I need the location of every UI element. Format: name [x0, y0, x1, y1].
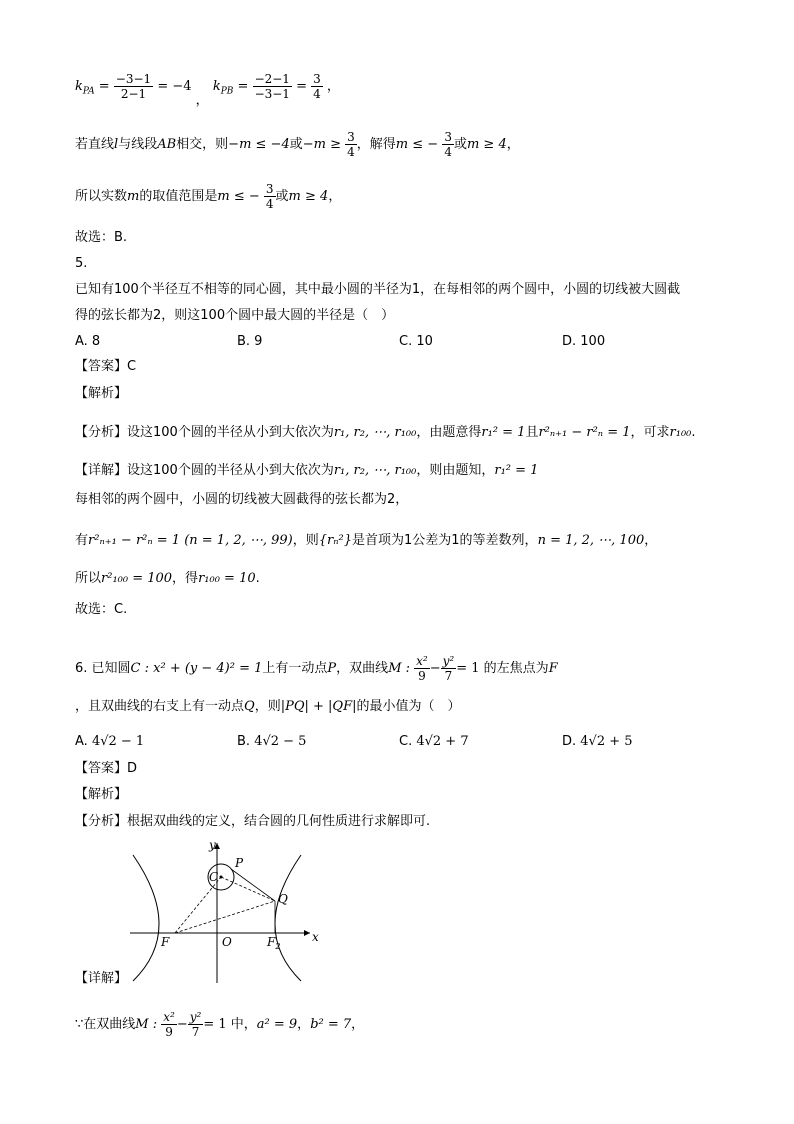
q6-option-b: B. 4√2 − 5 — [237, 734, 307, 749]
kpb-fraction: $\frac{-2-1}{-3-1}$ — [254, 72, 290, 101]
y2-over-7: $\frac{\text{y²}}{7}$ — [442, 654, 455, 683]
label-x: x — [312, 930, 319, 944]
q5-line-d: 所以r²₁₀₀ = 100，得r₁₀₀ = 10. — [75, 571, 260, 586]
q5-line-b: 每相邻的两个圆中，小圆的切线被大圆截得的弦长都为2， — [75, 492, 409, 507]
x2-over-9: $\frac{\text{x²}}{9}$ — [416, 654, 428, 683]
intersect-line: 若直线l与线段AB相交，则−m ≤ −4或−m ≥ $\frac{3}{4}$ ，解得m ≤ − $\frac{3}{4}$ 或m ≥ 4， — [75, 130, 520, 159]
q6-option-a: A. 4√2 − 1 — [75, 734, 145, 749]
q5-option-a: A. 8 — [75, 334, 101, 349]
q6-stem-2: ，且双曲线的右支上有一动点Q，则|PQ| + |QF|的最小值为（ ） — [75, 699, 461, 714]
kpa-fraction: $\frac{-3-1}{2-1}$ — [115, 72, 152, 101]
q5-line-c: 有r²ₙ₊₁ − r²ₙ = 1 (n = 1, 2, ⋯, 99)，则{rₙ²}是首项为1公差为1的等差数列，n = 1, 2, ⋯, 100， — [75, 533, 658, 548]
choose-b: 故选：B. — [75, 230, 128, 245]
fraction-3-4-b: $\frac{3}{4}$ — [444, 130, 452, 159]
q6-option-c: C. 4√2 + 7 — [399, 734, 469, 749]
q6-stem-1: 6. 已知圆C : x² + (y − 4)² = 1上有一动点P，双曲线M : $\frac{\text{x²}}{9}$ − $\frac{\text{y²}}{7}$ = 1 的左焦点为F — [75, 654, 558, 683]
q5-answer: 【答案】C — [75, 359, 137, 374]
q5-option-d: D. 100 — [562, 334, 606, 349]
q6-answer: 【答案】D — [75, 761, 138, 776]
kpb-symbol: $k_{PB}$ — [212, 79, 234, 97]
slope-line: $k_{PA}$ = $\frac{-3-1}{2-1}$ = −4 ， $k_{PB}$ = $\frac{-2-1}{-3-1}$ = $\frac{3}{4}$ ， — [75, 72, 340, 108]
label-q: Q — [278, 892, 288, 906]
last-y2-over-7: $\frac{\text{y²}}{7}$ — [189, 1010, 202, 1039]
q5-option-b: B. 9 — [237, 334, 263, 349]
q5-stem-2: 得的弦长都为2，则这100个圆中最大圆的半径是（ ） — [75, 308, 395, 323]
hyperbola-figure — [125, 835, 325, 985]
q5-xiangjie: 【详解】设这100个圆的半径从小到大依次为r₁, r₂, ⋯, r₁₀₀，则由题知，r₁² = 1 — [75, 463, 539, 478]
range-line: 所以实数m的取值范围是m ≤ − $\frac{3}{4}$ 或m ≥ 4， — [75, 182, 342, 211]
label-c: C — [209, 870, 219, 884]
q5-fenxi: 【分析】设这100个圆的半径从小到大依次为r₁, r₂, ⋯, r₁₀₀，由题意得r₁² = 1且r²ₙ₊₁ − r²ₙ = 1，可求r₁₀₀. — [75, 425, 696, 440]
q5-option-c: C. 10 — [399, 334, 433, 349]
label-f2: $F_2$ — [267, 935, 281, 951]
line-fc — [175, 877, 221, 933]
x-axis-arrow — [304, 930, 310, 936]
label-p: P — [235, 856, 244, 870]
fraction-3-4: $\frac{3}{4}$ — [347, 130, 355, 159]
label-f: F — [161, 935, 170, 949]
q6-option-d: D. 4√2 + 5 — [562, 734, 633, 749]
q6-last-line: ∵在双曲线M : $\frac{\text{x²}}{9}$ − $\frac{\text{y²}}{7}$ = 1 中，a² = 9，b² = 7， — [75, 1010, 365, 1039]
q6-xiangjie-tag: 【详解】 — [75, 971, 128, 986]
q5-analysis-tag: 【解析】 — [75, 386, 128, 401]
line-fq — [175, 901, 275, 933]
q5-choose: 故选：C. — [75, 602, 128, 617]
line-cq — [221, 877, 275, 901]
hyperbola-right-branch — [275, 855, 301, 981]
kpb-result: $\frac{3}{4}$ — [313, 72, 321, 101]
line-pq — [231, 869, 275, 901]
fraction-3-4-c: $\frac{3}{4}$ — [265, 182, 274, 211]
kpa-symbol: $k_{PA}$ — [75, 79, 95, 97]
q6-analysis-tag: 【解析】 — [75, 787, 128, 802]
q6-fenxi: 【分析】根据双曲线的定义，结合圆的几何性质进行求解即可. — [75, 814, 431, 829]
q5-stem-1: 已知有100个半径互不相等的同心圆，其中最小圆的半径为1，在每相邻的两个圆中，小圆的切线被大圆截 — [75, 282, 681, 297]
hyperbola-left-branch — [133, 855, 159, 981]
label-y: y — [209, 838, 216, 852]
last-x2-over-9: $\frac{\text{x²}}{9}$ — [163, 1010, 175, 1039]
q5-number: 5. — [75, 256, 88, 271]
label-o: O — [222, 935, 232, 949]
